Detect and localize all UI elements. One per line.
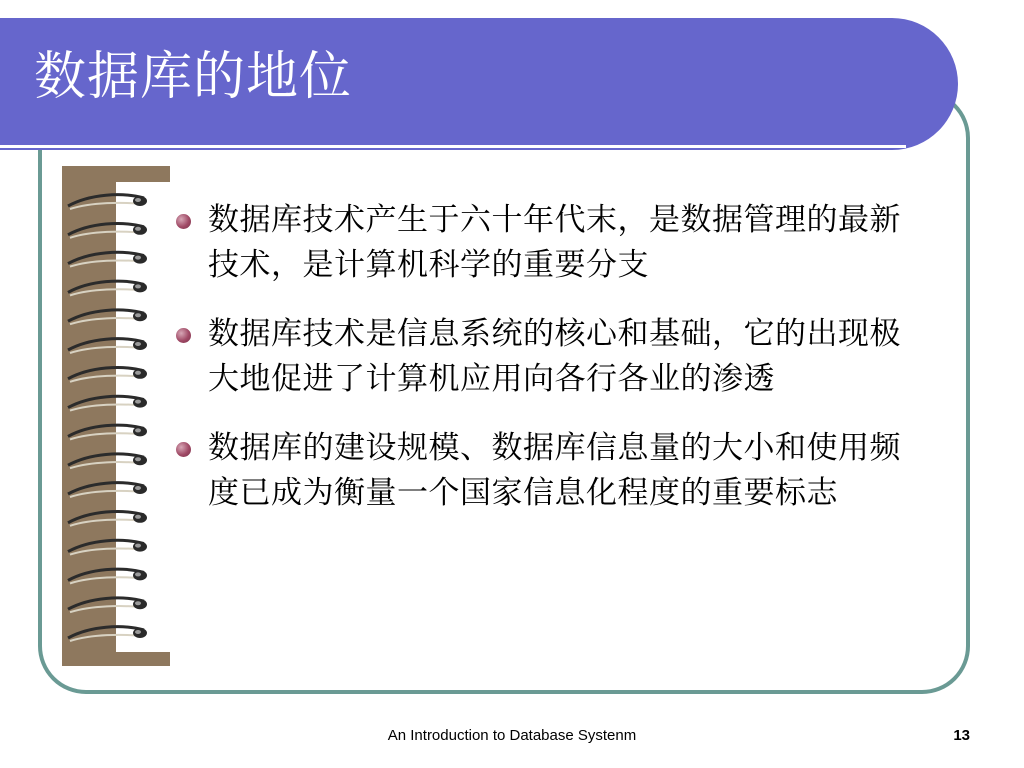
bullet-dot-icon	[176, 442, 191, 457]
bullet-text: 数据库的建设规模、数据库信息量的大小和使用频度已成为衡量一个国家信息化程度的重要标志	[208, 430, 901, 511]
spiral-ring	[68, 483, 147, 497]
bullet-text: 数据库技术是信息系统的核心和基础，它的出现极大地促进了计算机应用向各行各业的渗透	[208, 316, 901, 397]
spiral-ring	[68, 569, 147, 583]
spiral-ring	[68, 396, 147, 410]
spiral-binding-icon	[60, 186, 160, 648]
spiral-ring	[68, 224, 147, 238]
spiral-ring	[68, 339, 147, 353]
spiral-ring	[68, 310, 147, 324]
spiral-ring	[68, 540, 147, 554]
title-underline	[0, 145, 906, 148]
bullet-dot-icon	[176, 214, 191, 229]
footer-title: An Introduction to Database Systenm	[387, 727, 637, 744]
bullet-item	[170, 198, 940, 288]
bullet-item	[170, 426, 940, 516]
slide-title: 数据库的地位	[34, 47, 353, 107]
spiral-ring	[68, 454, 147, 468]
bullet-text: 数据库技术产生于六十年代末，是数据管理的最新技术，是计算机科学的重要分支	[208, 202, 901, 283]
spiral-ring	[68, 281, 147, 295]
spiral-ring	[68, 512, 147, 526]
spiral-ring	[68, 627, 147, 641]
bullet-item	[170, 312, 940, 402]
spiral-ring	[68, 598, 147, 612]
spiral-ring	[68, 425, 147, 439]
spiral-ring	[68, 252, 147, 266]
bullet-dot-icon	[176, 328, 191, 343]
spiral-ring	[68, 195, 147, 209]
bullet-list	[170, 198, 940, 540]
spiral-ring	[68, 368, 147, 382]
page-number: 13	[953, 727, 970, 744]
